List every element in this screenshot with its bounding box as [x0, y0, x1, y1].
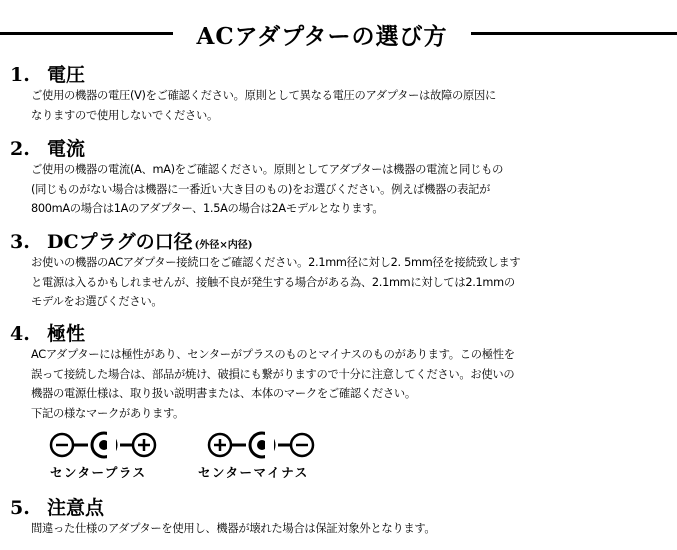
- section-current: [10, 134, 670, 219]
- section-number: 3.: [10, 231, 30, 253]
- body-line: ご使用の機器の電流(A、mA)をご確認ください。原則としてアダプターは機器の電流と同じもの: [31, 163, 504, 176]
- section-heading: [10, 227, 670, 253]
- body-line: と電源は入るかもしれませんが、接触不良が発生する場合がある為、2.1mmに対しては2.1mmの: [31, 275, 515, 289]
- body-line: お使いの機器のACアダプター接続口をご確認ください。2.1mm径に対し2. 5mm径を接続致します: [31, 256, 521, 269]
- section-number: 1.: [10, 64, 30, 86]
- section-polarity: [10, 319, 670, 423]
- section-subtitle: (外径×内径): [194, 240, 253, 251]
- section-voltage: [10, 60, 670, 125]
- body-line: 誤って接続した場合は、部品が焼け、破損にも繋がりますので十分に注意してください。お使いの: [31, 367, 515, 381]
- body-line: (同じものがない場合は機器に一番近い大き目のもの)をお選びください。例えば機器の表記が: [31, 182, 491, 196]
- body-line: 機器の電源仕様は、取り扱い説明書または、本体のマークをご確認ください。: [31, 387, 416, 400]
- body-line: 間違った仕様のアダプターを使用し、機器が壊れた場合は保証対象外となります。: [31, 522, 436, 535]
- center-plus-label: センタープラス: [50, 465, 147, 480]
- center-minus-polarity-icon: [206, 430, 318, 460]
- body-line: ご使用の機器の電圧(V)をご確認ください。原則として異なる電圧のアダプターは故障の原因に: [31, 89, 496, 102]
- body-line: 800mAの場合は1Aのアダプター、1.5Aの場合は2Aモデルとなります。: [31, 202, 384, 215]
- section-heading: [10, 493, 670, 519]
- section-body: [31, 253, 670, 312]
- section-title: 極性: [47, 323, 86, 345]
- section-heading: [10, 319, 670, 345]
- center-minus-label: センターマイナス: [198, 465, 309, 480]
- section-number: 5.: [10, 497, 30, 519]
- section-heading: [10, 134, 670, 160]
- title-bar: [0, 18, 677, 50]
- title-rule-right: [471, 32, 677, 35]
- section-title: DCプラグの口径: [47, 231, 193, 253]
- center-plus-polarity-icon: [48, 430, 160, 460]
- section-title: 電流: [47, 138, 86, 160]
- section-number: 2.: [10, 138, 30, 160]
- polarity-symbols: [48, 430, 368, 480]
- section-body: [31, 160, 670, 219]
- body-line: モデルをお選びください。: [31, 295, 163, 308]
- section-number: 4.: [10, 323, 30, 345]
- body-line: なりますので使用しないでください。: [31, 108, 218, 122]
- page-title: ACアダプターの選び方: [196, 23, 448, 50]
- body-line: 下記の様なマークがあります。: [31, 406, 185, 420]
- body-line: ACアダプターには極性があり、センターがプラスのものとマイナスのものがあります。この極性を: [31, 348, 515, 361]
- section-body: [31, 86, 670, 125]
- section-title: 電圧: [47, 64, 86, 86]
- section-title: 注意点: [47, 497, 105, 519]
- title-rule-left: [0, 32, 173, 35]
- section-body: [31, 519, 670, 539]
- section-caution: [10, 493, 670, 539]
- section-dc-plug: [10, 227, 670, 312]
- section-heading: [10, 60, 670, 86]
- section-body: [31, 345, 670, 423]
